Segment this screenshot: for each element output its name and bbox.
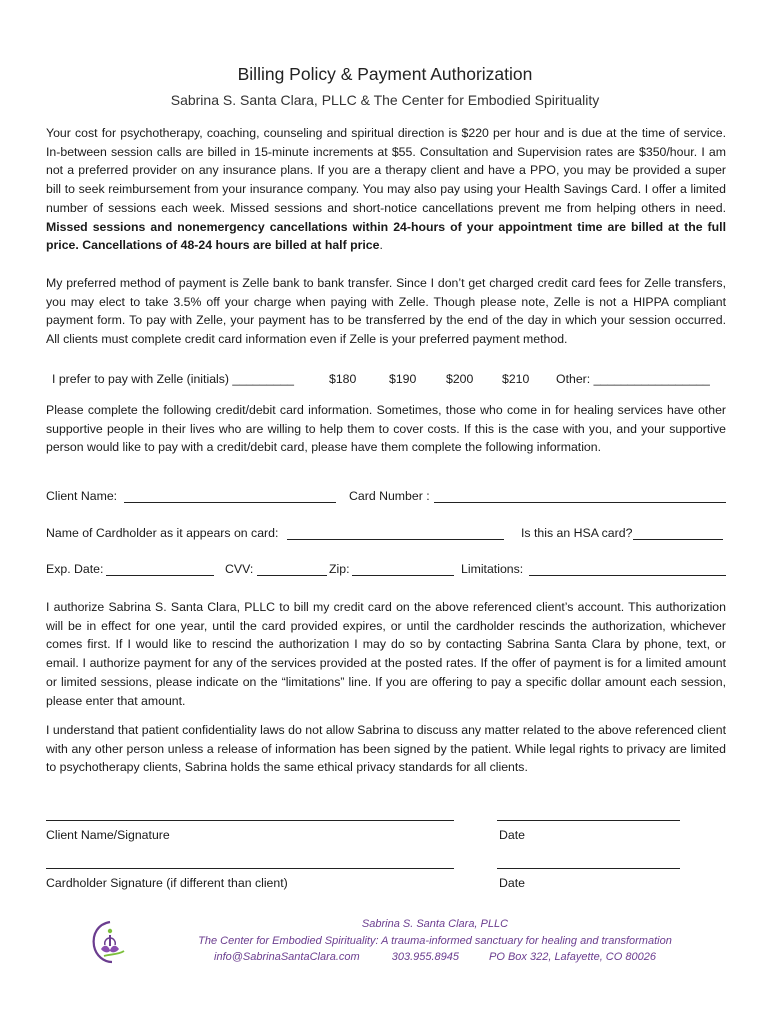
cardholder-date-line[interactable] (497, 868, 680, 869)
footer-email[interactable]: info@SabrinaSantaClara.com (214, 951, 360, 963)
cardholder-row (46, 526, 736, 544)
client-date-label: Date (499, 828, 525, 842)
card-number-label: Card Number : (349, 489, 430, 503)
cardholder-date-label: Date (499, 876, 525, 890)
page-title: Billing Policy & Payment Authorization (237, 64, 533, 84)
exp-date-input[interactable] (106, 562, 214, 576)
client-signature-label: Client Name/Signature (46, 828, 170, 842)
option-180[interactable]: $180 (329, 372, 357, 386)
client-signature-line[interactable] (46, 820, 454, 821)
option-200[interactable]: $200 (446, 372, 474, 386)
exp-cvv-row (46, 562, 736, 580)
zip-input[interactable] (352, 562, 454, 576)
cost-paragraph (46, 124, 726, 255)
footer-phone[interactable]: 303.955.8945 (391, 951, 460, 963)
cardholder-name-input[interactable] (287, 526, 504, 540)
card-number-input[interactable] (434, 489, 726, 503)
limitations-label: Limitations: (461, 562, 524, 576)
cardholder-signature-label: Cardholder Signature (if different than client) (46, 876, 288, 890)
option-210[interactable]: $210 (502, 372, 530, 386)
page-subtitle: Sabrina S. Santa Clara, PLLC & The Center for Embodied Spirituality (170, 92, 600, 108)
cardholder-signature-line[interactable] (46, 868, 454, 869)
zelle-payment-row (46, 372, 736, 390)
cancellation-policy-bold: Missed sessions and nonemergency cancellations within 24-hours of your appointment time are billed at the full price. Cancellations of 48-24 hours are billed at half price (46, 219, 726, 253)
option-190[interactable]: $190 (389, 372, 417, 386)
zelle-initials-field[interactable]: I prefer to pay with Zelle (initials) _________ (52, 372, 294, 386)
authorization-paragraph: I authorize Sabrina S. Santa Clara, PLLC to bill my credit card on the above referenced client’s account. This authorization will be in effect for one year, until the card provided expires, or until the cardholder rescinds the authorization, whichever comes first. If I would like to rescind the authorization I may do so by contacting Sabrina Santa Clara by phone, text, or email. I authorize payment for any of the services provided at the posted rates. If the offer of payment is for a limited amount or limited sessions, please indicate on the “limitations” line. If you are offering to pay a specific dollar amount each session, please enter that amount. (46, 600, 726, 708)
cvv-input[interactable] (257, 562, 327, 576)
client-card-row (46, 489, 736, 507)
zip-label: Zip: (329, 562, 350, 576)
confidentiality-paragraph: I understand that patient confidentiality laws do not allow Sabrina to discuss any matter related to the above referenced client with any other person unless a release of information has been signed by the patient. While legal rights to privacy are limited to psychotherapy clients, Sabrina holds the same ethical privacy standards for all clients. (46, 723, 726, 775)
client-name-label: Client Name: (46, 489, 118, 503)
card-info-paragraph: Please complete the following credit/debit card information. Sometimes, those who come in for healing services have other supportive people in their lives who are willing to help them to cover costs. If this is the case with you, and your supportive person would like to pay with a credit/debit card, please have them complete the following information. (46, 403, 726, 455)
footer-tagline: The Center for Embodied Spirituality: A trauma-informed sanctuary for healing and transformation (198, 935, 672, 947)
client-date-line[interactable] (497, 820, 680, 821)
cardholder-name-label: Name of Cardholder as it appears on card: (46, 526, 279, 540)
footer-company: Sabrina S. Santa Clara, PLLC (361, 918, 509, 930)
client-name-input[interactable] (124, 489, 336, 503)
footer-address: PO Box 322, Lafayette, CO 80026 (489, 951, 656, 963)
footer-contact (170, 951, 700, 963)
cost-paragraph-end: . (379, 238, 383, 253)
zelle-paragraph: My preferred method of payment is Zelle bank to bank transfer. Since I don’t get charged credit card fees for Zelle transfers, you may elect to take 3.5% off your charge when paying with Zelle. Though please note, Zelle is not a HIPPA compliant payment form. To pay with Zelle, your payment has to be transferred by the end of the day in which your session occurred. All clients must complete credit card information even if Zelle is your preferred payment method. (46, 276, 726, 347)
lotus-logo-icon (88, 918, 132, 966)
cvv-label: CVV: (225, 562, 254, 576)
other-amount-field[interactable]: Other: _________________ (556, 372, 710, 386)
cost-paragraph-text: Your cost for psychotherapy, coaching, counseling and spiritual direction is $220 per hour and is due at the time of service. In-between session calls are billed in 15-minute increments at $55. Consultation and Supervision rates are $350/hour. I am not a preferred provider on any insurance plans. If you are a therapy client and have a PPO, you may be provided a super bill to seek reimbursement from your insurance company. You may also pay using your Health Savings Card. I offer a limited number of sessions each week. Missed sessions and short-notice cancellations prevent me from helping others in need. (46, 126, 726, 215)
exp-date-label: Exp. Date: (46, 562, 104, 576)
hsa-card-input[interactable] (633, 526, 723, 540)
limitations-input[interactable] (529, 562, 726, 576)
hsa-card-label: Is this an HSA card? (521, 526, 633, 540)
